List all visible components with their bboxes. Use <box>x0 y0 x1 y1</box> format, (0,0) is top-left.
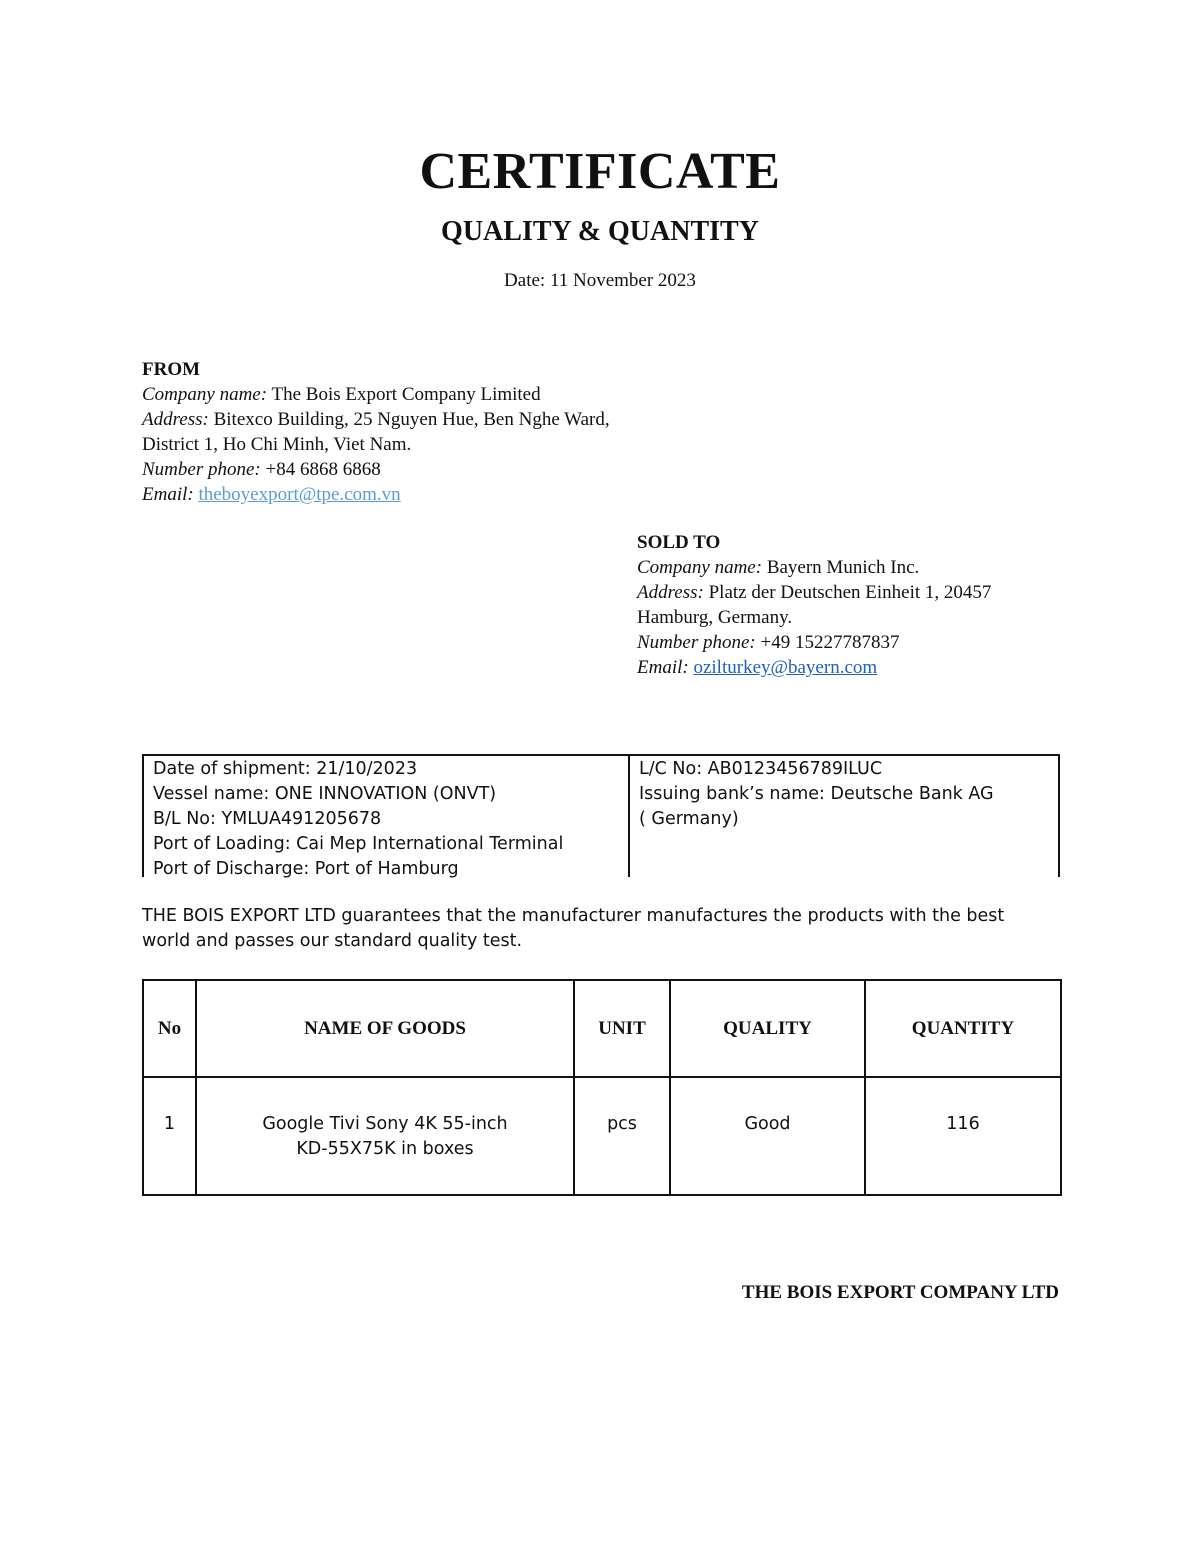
shipment-column-divider <box>628 756 630 877</box>
header-name-of-goods: NAME OF GOODS <box>196 980 574 1077</box>
shipment-right-column <box>639 757 1049 832</box>
header-quantity: QUANTITY <box>865 980 1061 1077</box>
from-company-value: The Bois Export Company Limited <box>271 384 541 405</box>
sold-to-address <box>637 580 1067 605</box>
document-subtitle: QUALITY & QUANTITY <box>441 216 759 247</box>
cell-no: 1 <box>143 1077 196 1195</box>
cell-quality: Good <box>670 1077 865 1195</box>
from-address <box>142 407 702 432</box>
sold-to-company-label: Company name: <box>637 557 763 578</box>
date-of-shipment: Date of shipment: 21/10/2023 <box>153 759 418 779</box>
shipment-left-column <box>153 757 623 882</box>
sold-to-phone-value: +49 15227787837 <box>760 632 900 653</box>
sold-to-email-label: Email: <box>637 657 689 678</box>
from-company <box>142 382 702 407</box>
from-company-label: Company name: <box>142 384 268 405</box>
from-address-line1: Bitexco Building, 25 Nguyen Hue, Ben Nghe Ward, <box>213 409 610 430</box>
from-heading: FROM <box>142 359 201 380</box>
sold-to-phone-label: Number phone: <box>637 632 756 653</box>
vessel-name: Vessel name: ONE INNOVATION (ONVT) <box>153 784 497 804</box>
goods-table-header-row <box>143 980 1061 1077</box>
signature-company: THE BOIS EXPORT COMPANY LTD <box>741 1282 1059 1303</box>
cell-unit: pcs <box>574 1077 670 1195</box>
sold-to-email-link[interactable]: ozilturkey@bayern.com <box>693 657 878 678</box>
issuing-bank: Issuing bank’s name: Deutsche Bank AG <box>639 784 994 804</box>
header-quality: QUALITY <box>670 980 865 1077</box>
sold-to-company-value: Bayern Munich Inc. <box>766 557 920 578</box>
sold-to-section <box>637 530 1067 680</box>
guarantee-line2: world and passes our standard quality test. <box>142 931 523 951</box>
guarantee-line1: THE BOIS EXPORT LTD guarantees that the manufacturer manufactures the products with the best <box>142 906 1005 926</box>
cell-quantity: 116 <box>865 1077 1061 1195</box>
sold-to-heading: SOLD TO <box>637 532 721 553</box>
sold-to-phone <box>637 630 1067 655</box>
table-row <box>143 1077 1061 1195</box>
from-section <box>142 357 702 507</box>
bl-number: B/L No: YMLUA491205678 <box>153 809 382 829</box>
goods-table <box>142 979 1062 1196</box>
guarantee-statement <box>142 904 1042 954</box>
port-of-discharge: Port of Discharge: Port of Hamburg <box>153 859 459 879</box>
from-address-label: Address: <box>142 409 209 430</box>
port-of-loading: Port of Loading: Cai Mep International Terminal <box>153 834 564 854</box>
cell-name-of-goods <box>196 1077 574 1195</box>
from-email-link[interactable]: theboyexport@tpe.com.vn <box>198 484 401 505</box>
goods-name-line1: Google Tivi Sony 4K 55-inch <box>262 1114 508 1134</box>
sold-to-address-line1: Platz der Deutschen Einheit 1, 20457 <box>708 582 992 603</box>
from-address-line2: District 1, Ho Chi Minh, Viet Nam. <box>142 434 412 455</box>
from-phone <box>142 457 702 482</box>
from-phone-value: +84 6868 6868 <box>265 459 381 480</box>
shipment-details-box <box>142 754 1060 877</box>
from-email-label: Email: <box>142 484 194 505</box>
sold-to-company <box>637 555 1067 580</box>
header-no: No <box>143 980 196 1077</box>
from-email <box>142 482 702 507</box>
lc-number: L/C No: AB0123456789ILUC <box>639 759 883 779</box>
sold-to-address-line2: Hamburg, Germany. <box>637 607 793 628</box>
issuing-bank-country: ( Germany) <box>639 809 739 829</box>
sold-to-address-label: Address: <box>637 582 704 603</box>
sold-to-email <box>637 655 1067 680</box>
document-date: Date: 11 November 2023 <box>504 270 696 291</box>
from-phone-label: Number phone: <box>142 459 261 480</box>
document-title: CERTIFICATE <box>419 143 781 200</box>
header-unit: UNIT <box>574 980 670 1077</box>
goods-name-line2: KD-55X75K in boxes <box>296 1139 474 1159</box>
